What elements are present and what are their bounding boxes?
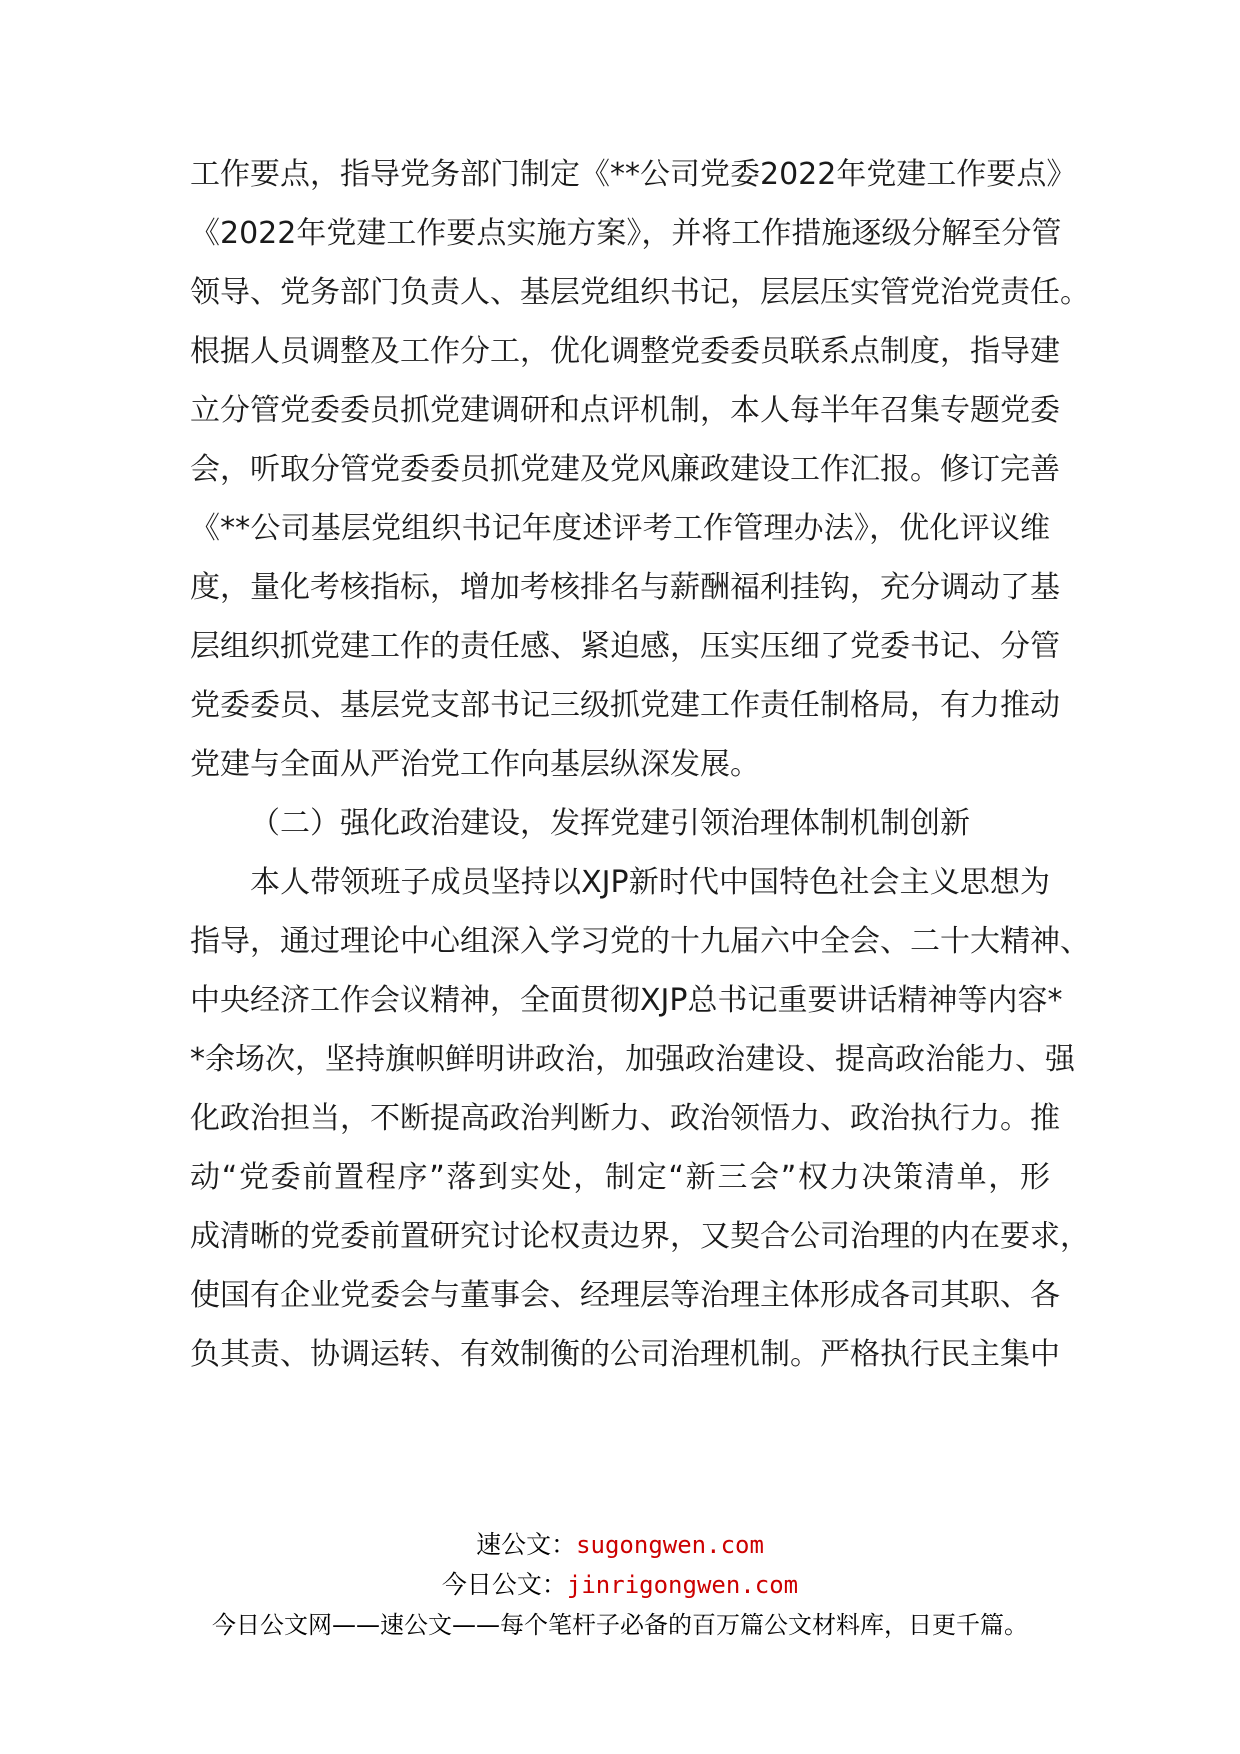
footer-tagline: 今日公文网——速公文——每个笔杆子必备的百万篇公文材料库，日更千篇。 — [212, 1611, 1028, 1639]
body-line: 党委委员、基层党支部书记三级抓党建工作责任制格局，有力推动 — [190, 688, 1060, 723]
body-line: 领导、党务部门负责人、基层党组织书记，层层压实管党治党责任。 — [190, 275, 1090, 310]
paragraph-first-line: 本人带领班子成员坚持以XJP新时代中国特色社会主义思想为 — [250, 865, 1050, 900]
body-line: 度，量化考核指标，增加考核排名与薪酬福利挂钩，充分调动了基 — [190, 570, 1060, 605]
body-line: 使国有企业党委会与董事会、经理层等治理主体形成各司其职、各 — [190, 1278, 1060, 1313]
body-line: 党建与全面从严治党工作向基层纵深发展。 — [190, 747, 760, 782]
body-line: 根据人员调整及工作分工，优化调整党委委员联系点制度，指导建 — [190, 334, 1060, 369]
jinrigongwen-link[interactable]: jinrigongwen.com — [566, 1571, 799, 1599]
body-line: 会，听取分管党委委员抓党建及党风廉政建设工作汇报。修订完善 — [190, 452, 1060, 487]
footer-jinrigongwen — [0, 1569, 1240, 1601]
sugongwen-link[interactable]: sugongwen.com — [576, 1531, 764, 1559]
body-line: *余场次，坚持旗帜鲜明讲政治，加强政治建设、提高政治能力、强 — [190, 1042, 1075, 1077]
body-line: 负其责、协调运转、有效制衡的公司治理机制。严格执行民主集中 — [190, 1337, 1060, 1372]
body-line: 动“党委前置程序”落到实处，制定“新三会”权力决策清单，形 — [190, 1160, 1050, 1195]
body-line: 指导，通过理论中心组深入学习党的十九届六中全会、二十大精神、 — [190, 924, 1090, 959]
body-line: 《2022年党建工作要点实施方案》，并将工作措施逐级分解至分管 — [190, 216, 1062, 251]
body-line: 层组织抓党建工作的责任感、紧迫感，压实压细了党委书记、分管 — [190, 629, 1060, 664]
body-line: 立分管党委委员抓党建调研和点评机制，本人每半年召集专题党委 — [190, 393, 1060, 428]
footer-label: 今日公文： — [441, 1570, 567, 1599]
footer-label: 速公文： — [476, 1530, 577, 1559]
body-line: 工作要点，指导党务部门制定《**公司党委2022年党建工作要点》 — [190, 157, 1077, 192]
body-line: 成清晰的党委前置研究讨论权责边界，又契合公司治理的内在要求， — [190, 1219, 1090, 1254]
body-line: 《**公司基层党组织书记年度述评考工作管理办法》，优化评议维 — [190, 511, 1050, 546]
section-heading: （二）强化政治建设，发挥党建引领治理体制机制创新 — [250, 806, 970, 841]
footer-sugongwen — [0, 1529, 1240, 1561]
body-line: 中央经济工作会议精神，全面贯彻XJP总书记重要讲话精神等内容* — [190, 983, 1063, 1018]
body-line: 化政治担当，不断提高政治判断力、政治领悟力、政治执行力。推 — [190, 1101, 1060, 1136]
